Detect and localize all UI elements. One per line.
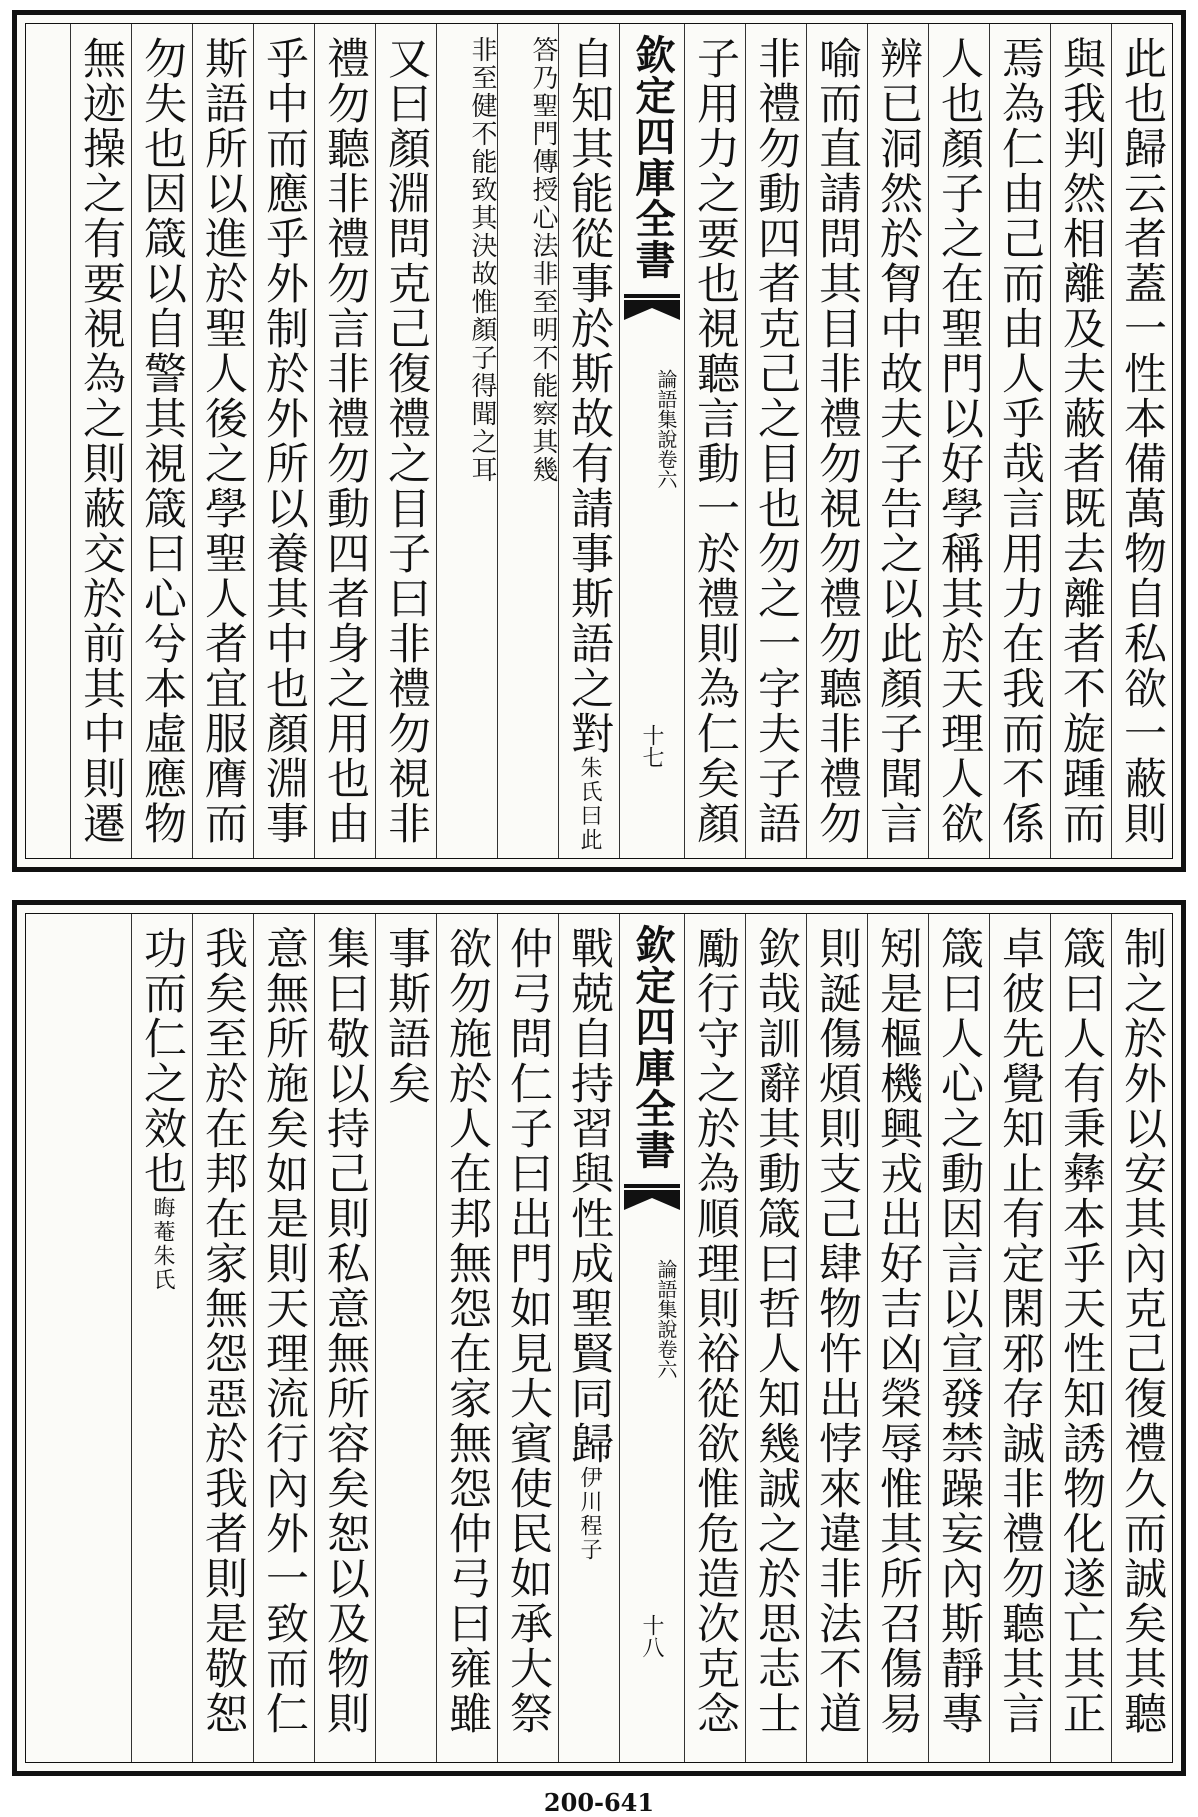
page-reference: 200-641 — [543, 1788, 655, 1817]
text-column: 禮勿聽非禮勿言非禮勿動四者身之用也由 — [314, 24, 375, 858]
text-column: 仲弓問仁子曰出門如見大賓使民如承大祭 — [497, 914, 558, 1762]
text-column: 與我判然相離及夫蔽者既去離者不旋踵而 — [1050, 24, 1111, 858]
book-title: 論語集說 — [654, 1259, 678, 1339]
book-name — [626, 369, 678, 519]
fish-tail-mark-icon — [624, 1184, 680, 1210]
center-fold — [619, 24, 684, 858]
book-name — [626, 1259, 678, 1409]
text-column: 此也歸云者蓋一性本備萬物自私欲一蔽則 — [1111, 24, 1172, 858]
text-column: 我矣至於在邦在家無怨惡於我者則是敬恕 — [192, 914, 253, 1762]
commentary-note: 晦菴朱氏 — [150, 1196, 175, 1292]
text-column: 卓彼先覺知止有定閑邪存誠非禮勿聽其言 — [989, 914, 1050, 1762]
bottom-page-body — [25, 913, 1173, 1763]
text-column: 欽哉訓辭其動箴曰哲人知幾誠之於思志士 — [745, 914, 806, 1762]
text-column: 辨已洞然於胷中故夫子告之以此顏子聞言 — [867, 24, 928, 858]
text-column: 意無所施矣如是則天理流行內外一致而仁 — [253, 914, 314, 1762]
text-column: 勿失也因箴以自警其視箴曰心兮本虛應物 — [131, 24, 192, 858]
text-column: 子用力之要也視聽言動一於禮則為仁矣顏 — [684, 24, 745, 858]
text-column: 集曰敬以持己則私意無所容矣恕以及物則 — [314, 914, 375, 1762]
text-column: 又曰顏淵問克己復禮之目子曰非禮勿視非 — [375, 24, 436, 858]
bottom-page — [12, 900, 1186, 1776]
text-column: 箴曰人有秉彝本乎天性知誘物化遂亡其正 — [1050, 914, 1111, 1762]
text-column: 人也顏子之在聖門以好學稱其於天理人欲 — [928, 24, 989, 858]
volume-label: 卷六 — [654, 1339, 678, 1379]
commentary-column: 答乃聖門傳授心法非至明不能察其幾 — [497, 24, 558, 858]
text-column: 斯語所以進於聖人後之學聖人者宜服膺而 — [192, 24, 253, 858]
fish-tail-mark-icon — [624, 294, 680, 320]
book-header-title: 欽定四庫全書 — [629, 924, 676, 1170]
commentary-column: 非至健不能致其決故惟顏子得聞之耳 — [436, 24, 497, 858]
text-column: 無迹操之有要視為之則蔽交於前其中則遷 — [70, 24, 131, 858]
text-column: 焉為仁由己而由人乎哉言用力在我而不係 — [989, 24, 1050, 858]
commentary-note: 朱氏曰此 — [577, 756, 602, 852]
text-column: 則誕傷煩則支己肆物忤出悖來違非法不道 — [806, 914, 867, 1762]
commentary-note: 伊川程子 — [577, 1466, 602, 1562]
page-number: 十七 — [639, 724, 664, 768]
book-title: 論語集說 — [654, 369, 678, 449]
text-column: 喻而直請問其目非禮勿視勿禮勿聽非禮勿 — [806, 24, 867, 858]
text-column: 戰兢自持習與性成聖賢同歸伊川程子 — [558, 914, 619, 1762]
book-header-title: 欽定四庫全書 — [629, 34, 676, 280]
text-column: 乎中而應乎外制於外所以養其中也顏淵事 — [253, 24, 314, 858]
text-column: 欲勿施於人在邦無怨在家無怨仲弓曰雍雖 — [436, 914, 497, 1762]
volume-label: 卷六 — [654, 449, 678, 489]
text-column: 勵行守之於為順理則裕從欲惟危造次克念 — [684, 914, 745, 1762]
text-column: 事斯語矣 — [375, 914, 436, 1762]
text-column: 自知其能從事於斯故有請事斯語之對朱氏曰此 — [558, 24, 619, 858]
center-fold — [619, 914, 684, 1762]
text-column: 功而仁之效也晦菴朱氏 — [131, 914, 192, 1762]
text-column: 箴曰人心之動因言以宣發禁躁妄內斯靜專 — [928, 914, 989, 1762]
page-number: 十八 — [639, 1614, 664, 1658]
text-column: 制之於外以安其內克己復禮久而誠矣其聽 — [1111, 914, 1172, 1762]
top-page — [12, 10, 1186, 872]
text-column: 矧是樞機興戎出好吉凶榮辱惟其所召傷易 — [867, 914, 928, 1762]
top-page-body — [25, 23, 1173, 859]
text-column: 非禮勿動四者克己之目也勿之一字夫子語 — [745, 24, 806, 858]
